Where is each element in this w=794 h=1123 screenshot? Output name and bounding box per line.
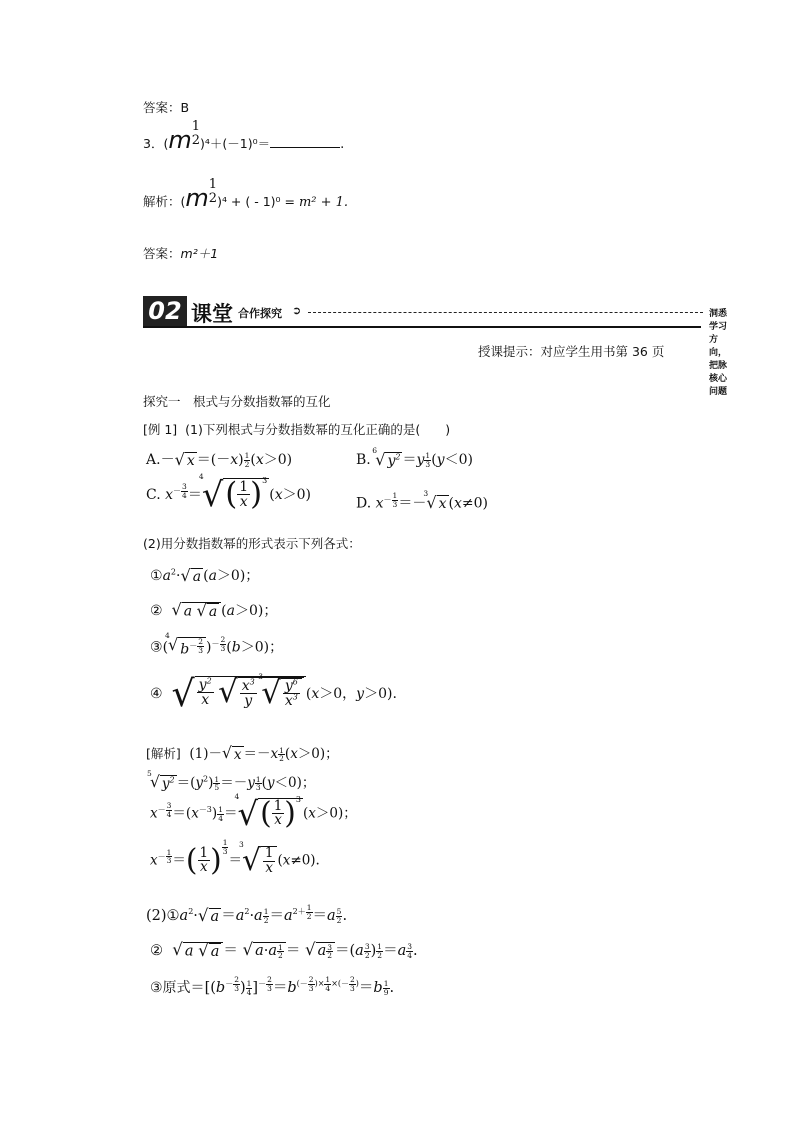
item-2: ② √ a √ a (a＞0)； bbox=[150, 600, 278, 620]
item-3: ③( 4 √ $b^{- \frac{2}{3}}$ )$^{- \frac{2}{3}}$ (b＞0)； bbox=[150, 631, 284, 658]
jiexi-result: m² + 1. bbox=[298, 195, 349, 210]
arrow-circle-icon: ➲ bbox=[292, 304, 302, 317]
solution-1c: $x^{- \frac{3}{4}}$ $=(x^{-3})$ $\frac{1}{4}$ ＝ 4 √ ( $\frac{1}{x}$ )$^3$ (x＞0)； bbox=[150, 792, 357, 833]
option-a[interactable]: A.－ √ x ＝(－x) $\frac{1}{2}$ (x＞0) bbox=[146, 449, 293, 469]
lesson-tip: 授课提示：对应学生用书第 36 页 bbox=[478, 344, 665, 359]
option-label: B. bbox=[356, 452, 371, 468]
solution-label: ③原式＝ bbox=[150, 980, 205, 996]
section-slogan: 洞悉学习方向，把脉核心问题 bbox=[709, 309, 728, 397]
exp-numerator: 1 bbox=[191, 119, 201, 134]
radical: √ $\frac{y^2}{x}$ √ $\frac{x^3}{y}$ 3 √ $\frac{y^6}{x^3}$ bbox=[171, 676, 305, 712]
section-title: 课堂 bbox=[191, 302, 233, 326]
answer-3 bbox=[143, 244, 218, 262]
question-number: 3．( bbox=[143, 136, 169, 151]
jiexi-tag: [解析] bbox=[146, 746, 181, 761]
answer-label: 答案： bbox=[143, 100, 181, 115]
question-3 bbox=[143, 119, 345, 154]
radical: 4 √ $b^{- \frac{2}{3}}$ bbox=[168, 637, 206, 658]
solution-1a: [解析] (1)－ √ x ＝－x $\frac{1}{2}$ (x＞0)； bbox=[146, 744, 339, 763]
radical: √ x bbox=[174, 449, 195, 469]
radical: 4 √ ( $\frac{1}{x}$ )$^3$ bbox=[198, 472, 268, 514]
item-marker: ④ bbox=[150, 686, 163, 703]
dashed-divider bbox=[308, 312, 703, 313]
solution-2b: ② √ a √ a ＝ √ a·a $\frac{1}{2}$ ＝ √ a $\frac{3}{2}$ ＝(a $\frac{3}{2}$ ) $\frac{1}{2}$ ＝a $\frac{3}{4}$ . bbox=[150, 940, 418, 961]
exp-numerator: 1 bbox=[208, 177, 218, 192]
example-tag: [例 1] bbox=[143, 422, 178, 437]
jiexi-3 bbox=[143, 177, 349, 212]
solution-1b: 5 √ $y^2$ $=(y^2)$ $\frac{1}{5}$ ＝－y $\frac{1}{3}$ (y＜0)； bbox=[147, 769, 316, 792]
radical: √ a √ a bbox=[171, 602, 221, 620]
radical: √ a bbox=[180, 565, 202, 585]
solution-2c: ③原式$=[(b^{- \frac{2}{3}}$ ) $\frac{1}{4}$ ]$^{- \frac{2}{3}}$ $=b^{(- \frac{2}{3} )\times \frac{1}{4} \times(- \frac{2}{3} )}=b$ $\frac{1}{9}$ . bbox=[150, 975, 395, 997]
option-label: D. bbox=[356, 495, 372, 512]
item-marker: ② bbox=[150, 603, 163, 619]
example-1 bbox=[143, 420, 450, 438]
option-label: C. bbox=[146, 486, 161, 503]
answer-value: m²＋1 bbox=[180, 246, 219, 261]
example-2: (2)用分数指数幂的形式表示下列各式： bbox=[143, 536, 361, 551]
option-label: A. bbox=[146, 452, 161, 468]
radical: 6 √ $y^2$ bbox=[372, 445, 401, 469]
option-c[interactable]: C. $x^{- \frac{3}{4}}$ ＝ 4 √ ( $\frac{1}{x}$ )$^3$ (x＞0) bbox=[146, 472, 312, 514]
jiexi-tail: )⁴ + ( - 1)⁰ = bbox=[217, 194, 299, 209]
exponent-fraction bbox=[209, 178, 217, 205]
exp-denominator: 2 bbox=[208, 190, 218, 206]
item-4: ④ √ $\frac{y^2}{x}$ √ $\frac{x^3}{y}$ 3 √ $\frac{y^6}{x^3}$ (x＞0，y＞0). bbox=[150, 672, 397, 715]
answer-label: 答案： bbox=[143, 246, 181, 261]
math-base: m bbox=[168, 126, 192, 154]
solution-label: ② bbox=[150, 943, 163, 959]
item-1: $①a^2\cdot$ √ a (a＞0)； bbox=[150, 565, 260, 585]
question-tail: )⁴＋(－1)⁰＝ bbox=[200, 136, 271, 151]
answer-1 bbox=[143, 98, 189, 116]
item-marker: ① bbox=[150, 568, 163, 584]
solution-1d: $x^{- \frac{1}{3}}$ ＝( $\frac{1}{x}$ ) $^{\frac{1}{3}}$ ＝ 3 √ $\frac{1}{x}$ (x≠0). bbox=[150, 838, 320, 878]
answer-blank[interactable] bbox=[270, 137, 340, 148]
answer-value: B bbox=[180, 100, 190, 115]
solution-2a: $(2)①a^2\cdot$ √ a $=a^2\cdot a$ $\frac{1}{2}$ $=a^{2+ \frac{1}{2}}$ ＝a $\frac{5}{2}$ . bbox=[146, 903, 348, 925]
option-b[interactable]: B. 6 √ $y^2$ ＝y $\frac{1}{3}$ (y＜0) bbox=[356, 445, 473, 469]
header-rule bbox=[143, 326, 701, 328]
section-number: 02 bbox=[143, 296, 187, 326]
section-subtitle: 合作探究 bbox=[238, 307, 282, 320]
radical: 3 √ x bbox=[423, 489, 447, 513]
math-base: m bbox=[185, 184, 209, 212]
example-text: (1)下列根式与分数指数幂的互化正确的是( ) bbox=[185, 422, 451, 437]
option-d[interactable]: D. $x^{- \frac{1}{3}}$ ＝－ 3 √ x (x≠0) bbox=[356, 489, 488, 513]
exp-denominator: 2 bbox=[191, 132, 201, 148]
solution-label: (2)① bbox=[146, 908, 180, 924]
section-heading: 探究一 根式与分数指数幂的互化 bbox=[143, 394, 331, 409]
question-end: . bbox=[340, 137, 345, 152]
exponent-fraction bbox=[192, 120, 200, 147]
item-marker: ③ bbox=[150, 639, 163, 656]
jiexi-label: 解析：( bbox=[143, 194, 186, 209]
